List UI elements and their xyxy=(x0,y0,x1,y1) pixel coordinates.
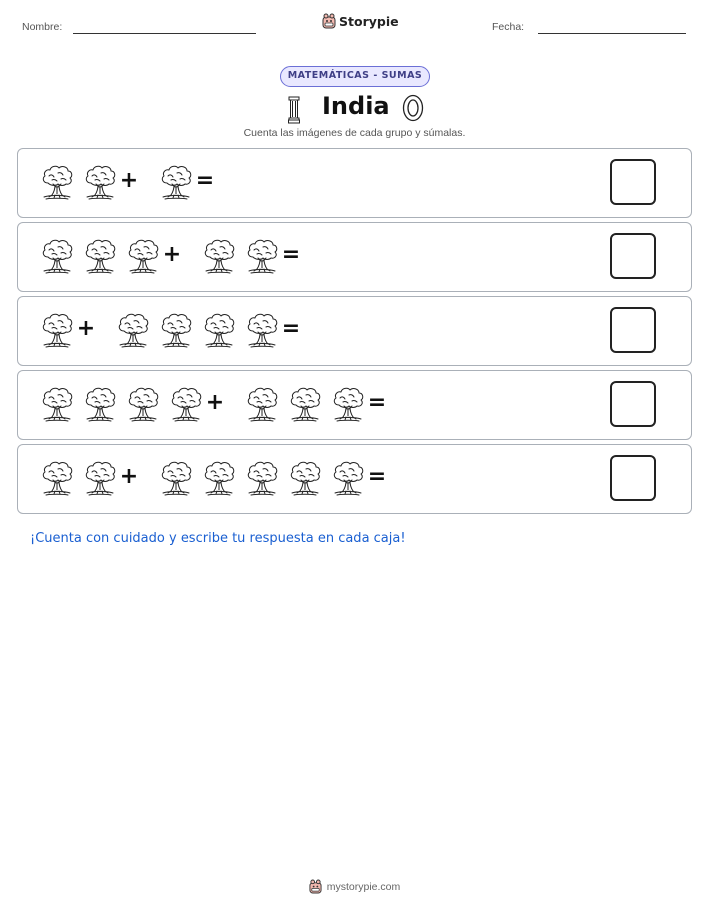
plus-sign: + xyxy=(119,168,139,193)
tree-icon xyxy=(201,238,237,276)
tree-icon xyxy=(125,386,161,424)
instructions: Cuenta las imágenes de cada grupo y súmalas. xyxy=(243,127,466,139)
tree-icon xyxy=(39,164,75,202)
tree-icon xyxy=(287,460,323,498)
zero-icon xyxy=(402,94,424,122)
pillar-icon xyxy=(288,96,300,124)
equals-sign: = xyxy=(195,168,215,193)
problem-row xyxy=(17,370,692,440)
problem-row xyxy=(17,296,692,366)
plus-sign: + xyxy=(119,464,139,489)
name-field[interactable] xyxy=(73,33,256,34)
plus-sign: + xyxy=(162,242,182,267)
tree-icon xyxy=(158,164,194,202)
tree-icon xyxy=(82,386,118,424)
title-row xyxy=(0,91,709,125)
equals-sign: = xyxy=(367,464,387,489)
answer-box[interactable] xyxy=(610,307,656,353)
problem-row xyxy=(17,148,692,218)
footer xyxy=(0,879,709,894)
date-label: Fecha: xyxy=(492,21,525,33)
brand xyxy=(322,13,399,29)
answer-box[interactable] xyxy=(610,455,656,501)
brand-name: Storypie xyxy=(339,13,399,29)
tree-icon xyxy=(115,312,151,350)
page-title: India xyxy=(322,92,390,120)
tree-icon xyxy=(39,238,75,276)
tree-icon xyxy=(125,238,161,276)
equals-sign: = xyxy=(281,242,301,267)
tree-icon xyxy=(158,460,194,498)
storypie-logo-icon xyxy=(322,13,336,29)
name-label: Nombre: xyxy=(22,21,63,33)
subject-badge: MATEMÁTICAS - SUMAS xyxy=(280,66,430,87)
plus-sign: + xyxy=(76,316,96,341)
equals-sign: = xyxy=(367,390,387,415)
problem-row xyxy=(17,444,692,514)
tree-icon xyxy=(82,238,118,276)
hint-note: ¡Cuenta con cuidado y escribe tu respuesta en cada caja! xyxy=(30,531,406,546)
tree-icon xyxy=(82,460,118,498)
footer-url: mystorypie.com xyxy=(326,880,401,893)
tree-icon xyxy=(39,386,75,424)
tree-icon xyxy=(244,460,280,498)
header xyxy=(0,0,709,60)
tree-icon xyxy=(39,460,75,498)
equals-sign: = xyxy=(281,316,301,341)
tree-icon xyxy=(244,238,280,276)
tree-icon xyxy=(201,460,237,498)
answer-box[interactable] xyxy=(610,159,656,205)
date-field[interactable] xyxy=(538,33,686,34)
tree-icon xyxy=(244,386,280,424)
tree-icon xyxy=(168,386,204,424)
tree-icon xyxy=(287,386,323,424)
answer-box[interactable] xyxy=(610,233,656,279)
tree-icon xyxy=(158,312,194,350)
problem-row xyxy=(17,222,692,292)
tree-icon xyxy=(330,386,366,424)
tree-icon xyxy=(82,164,118,202)
tree-icon xyxy=(330,460,366,498)
storypie-logo-icon xyxy=(309,879,322,894)
tree-icon xyxy=(39,312,75,350)
tree-icon xyxy=(201,312,237,350)
tree-icon xyxy=(244,312,280,350)
plus-sign: + xyxy=(205,390,225,415)
answer-box[interactable] xyxy=(610,381,656,427)
